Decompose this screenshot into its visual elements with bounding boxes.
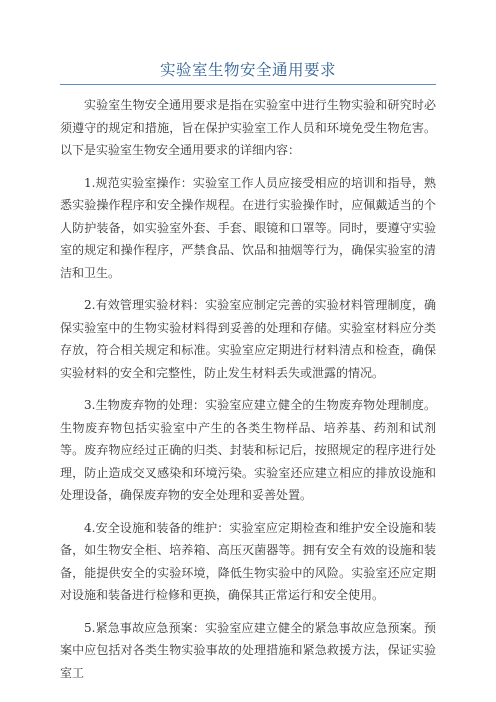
paragraph-item-4: 4.安全设施和装备的维护：实验室应定期检查和维护安全设施和装备，如生物安全柜、培养箱、高压灭菌器等。拥有安全有效的设施和装备，能提供安全的实验环境，降低生物实验中的风险。实验室还应定期对设施和装备进行检修和更换，确保其正常运行和安全使用。 (60, 520, 436, 602)
title-underline (60, 84, 436, 85)
document-title: 实验室生物安全通用要求 (159, 61, 336, 79)
paragraph-item-5: 5.紧急事故应急预案：实验室应建立健全的紧急事故应急预案。预案中应包括对各类生物实验事故的处理措施和紧急救援方法，保证实验室工 (60, 620, 436, 680)
paragraph-item-2: 2.有效管理实验材料：实验室应制定完善的实验材料管理制度，确保实验室中的生物实验材料得到妥善的处理和存储。实验室材料应分类存放，符合相关规定和标准。实验室应定期进行材料清点和检查，确保实验材料的安全和完整性，防止发生材料丢失或泄露的情况。 (60, 298, 436, 380)
paragraph-intro: 实验室生物安全通用要求是指在实验室中进行生物实验和研究时必须遵守的规定和措施，旨在保护实验室工作人员和环境免受生物危害。以下是实验室生物安全通用要求的详细内容： (60, 98, 436, 157)
paragraph-item-3: 3.生物废弃物的处理：实验室应建立健全的生物废弃物处理制度。生物废弃物包括实验室中产生的各类生物样品、培养基、药剂和试剂等。废弃物应经过正确的归类、封装和标记后，按照规定的程序进行处理，防止造成交叉感染和环境污染。实验室还应建立相应的排放设施和处理设备，确保废弃物的安全处理和妥善处置。 (60, 398, 436, 502)
document-body (60, 94, 436, 694)
paragraph-item-1: 1.规范实验室操作：实验室工作人员应接受相应的培训和指导，熟悉实验操作程序和安全操作规程。在进行实验操作时，应佩戴适当的个人防护装备，如实验室外套、手套、眼镜和口罩等。同时，要遵守实验室的规定和操作程序，严禁食品、饮品和抽烟等行为，确保实验室的清洁和卫生。 (60, 175, 436, 280)
